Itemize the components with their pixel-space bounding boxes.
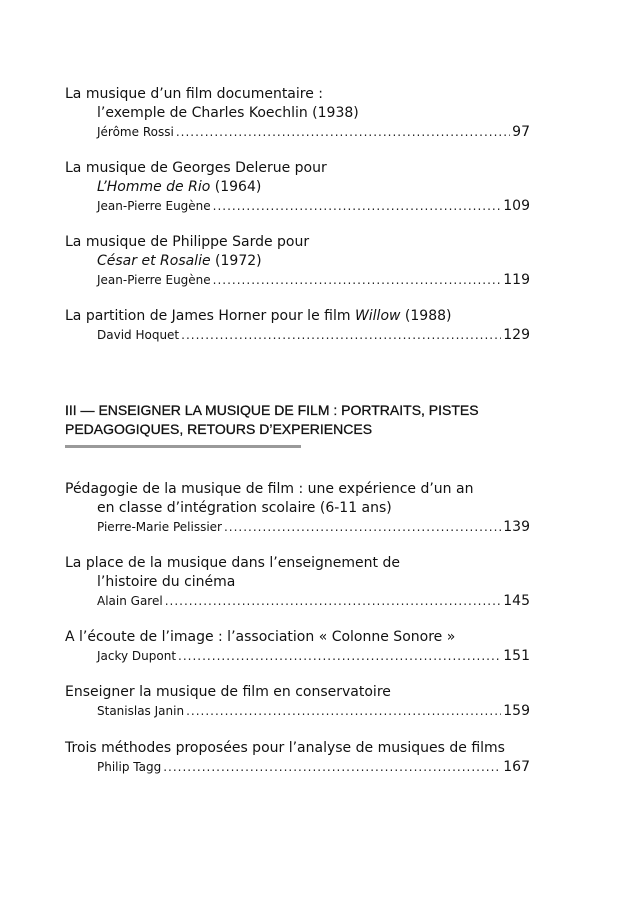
- entry-author-line: [65, 592, 530, 611]
- entry-page-number: 129: [503, 327, 530, 343]
- dot-leader: [213, 197, 502, 216]
- entry-page-number: 167: [503, 759, 530, 775]
- dot-leader: [165, 592, 502, 611]
- entry-page-number: 109: [503, 198, 530, 214]
- dot-leader: [163, 758, 501, 777]
- entry-page-number: 159: [503, 703, 530, 719]
- entry-author: Philip Tagg: [97, 760, 162, 774]
- dot-leader: [224, 518, 501, 537]
- entry-author-line: [65, 326, 530, 345]
- entry-title: La musique d’un film documentaire :: [65, 86, 324, 102]
- toc-entry: [65, 683, 530, 721]
- dot-leader: [213, 271, 502, 290]
- entry-title: A l’écoute de l’image : l’association « Colonne Sonore »: [65, 629, 456, 645]
- section-rule: [65, 445, 301, 448]
- entry-title: Pédagogie de la musique de film : une expérience d’un an: [65, 481, 474, 497]
- entry-title-text: La partition de James Horner pour le film: [65, 308, 355, 324]
- film-year: (1964): [210, 179, 262, 195]
- entry-title: [65, 307, 530, 326]
- entry-author: Alain Garel: [97, 594, 163, 608]
- entry-author: Jérôme Rossi: [97, 125, 174, 139]
- entry-title-continuation: [65, 252, 530, 271]
- film-year: (1988): [400, 308, 452, 324]
- entry-title-continuation: [65, 178, 530, 197]
- entry-author-line: [65, 123, 530, 142]
- entry-title: Enseigner la musique de film en conservatoire: [65, 684, 391, 700]
- entry-page-number: 139: [503, 519, 530, 535]
- toc-entry: [65, 307, 530, 345]
- entry-author-line: [65, 271, 530, 290]
- film-title: Willow: [354, 308, 401, 324]
- section-heading-line: PEDAGOGIQUES, RETOURS D’EXPERIENCES: [65, 421, 373, 437]
- toc-entry: [65, 739, 530, 777]
- film-year: (1972): [210, 253, 262, 269]
- entry-title-continuation: l’exemple de Charles Koechlin (1938): [97, 105, 359, 121]
- dot-leader: [181, 326, 501, 345]
- entry-title: La musique de Philippe Sarde pour: [65, 234, 310, 250]
- toc-entry: [65, 480, 530, 537]
- dot-leader: [176, 123, 510, 142]
- section-heading-line: III — ENSEIGNER LA MUSIQUE DE FILM : PORTRAITS, PISTES: [65, 402, 479, 418]
- entry-author: Stanislas Janin: [97, 704, 185, 718]
- dot-leader: [186, 702, 501, 721]
- entry-author: David Hoquet: [97, 328, 180, 342]
- entry-author: Jacky Dupont: [97, 649, 177, 663]
- entry-title: La musique de Georges Delerue pour: [65, 160, 327, 176]
- entry-author: Pierre-Marie Pelissier: [97, 520, 222, 534]
- entry-author: Jean-Pierre Eugène: [97, 199, 211, 213]
- entry-author-line: [65, 518, 530, 537]
- entry-author: Jean-Pierre Eugène: [97, 273, 211, 287]
- toc-entry: [65, 554, 530, 611]
- entry-page-number: 119: [503, 272, 530, 288]
- entry-author-line: [65, 702, 530, 721]
- film-title: L’Homme de Rio: [97, 179, 211, 195]
- entry-title-continuation: l’histoire du cinéma: [97, 574, 236, 590]
- entry-page-number: 97: [512, 124, 530, 140]
- entry-author-line: [65, 647, 530, 666]
- entry-author-line: [65, 758, 530, 777]
- toc-entry: [65, 233, 530, 290]
- entry-author-line: [65, 197, 530, 216]
- film-title: César et Rosalie: [97, 253, 211, 269]
- entry-title: La place de la musique dans l’enseignement de: [65, 555, 400, 571]
- toc-entry: [65, 628, 530, 666]
- entry-title: Trois méthodes proposées pour l’analyse de musiques de films: [65, 740, 505, 756]
- toc-entry: [65, 85, 530, 142]
- entry-title-continuation: en classe d’intégration scolaire (6-11 ans): [97, 500, 392, 516]
- entry-page-number: 145: [503, 593, 530, 609]
- section-heading: [65, 401, 530, 439]
- entry-page-number: 151: [503, 648, 530, 664]
- dot-leader: [178, 647, 501, 666]
- toc-entry: [65, 159, 530, 216]
